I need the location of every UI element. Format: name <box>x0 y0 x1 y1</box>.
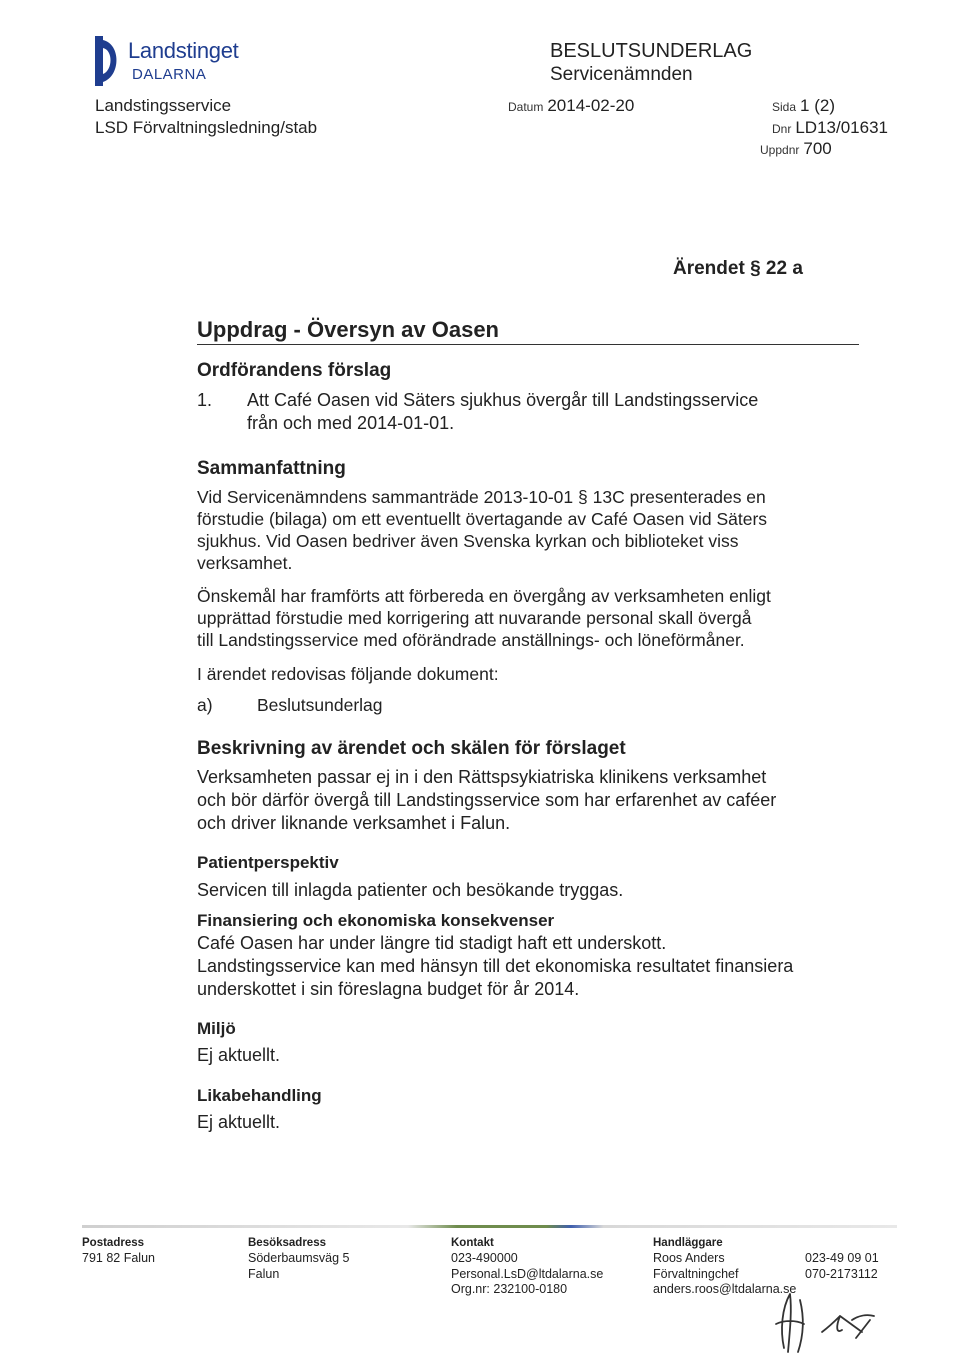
footer-handler-mobile: 070-2173112 <box>805 1267 878 1281</box>
logo-sub: DALARNA <box>132 66 207 83</box>
summary-heading: Sammanfattning <box>197 458 346 479</box>
uppdnr-field <box>760 139 832 159</box>
landstinget-logo-icon <box>95 36 123 86</box>
footer-handler-label: Handläggare <box>653 1237 723 1249</box>
environment-heading: Miljö <box>197 1019 236 1038</box>
date-value: 2014-02-20 <box>547 96 635 115</box>
footer-handler-email: anders.roos@ltdalarna.se <box>653 1282 797 1296</box>
dnr-field <box>772 118 888 138</box>
finance-line: Café Oasen har under längre tid stadigt haft ett underskott. <box>197 933 667 953</box>
equality-text: Ej aktuellt. <box>197 1112 281 1132</box>
footer-visit-address: Söderbaumsväg 5 <box>248 1251 350 1265</box>
description-line: och bör därför övergå till Landstingsservice som har erfarenhet av caféer <box>197 790 777 810</box>
proposal-item-line2: från och med 2014-01-01. <box>247 413 455 433</box>
handwritten-signature-icon <box>770 1290 880 1356</box>
org-unit: Landstingsservice <box>95 96 232 115</box>
proposal-heading: Ordförandens förslag <box>197 360 392 381</box>
proposal-item-line1: Att Café Oasen vid Säters sjukhus övergår till Landstingsservice <box>247 390 759 410</box>
summary-p1-line: verksamhet. <box>197 553 293 573</box>
org-subunit: LSD Förvaltningsledning/stab <box>95 118 318 137</box>
footer-org-number: Org.nr: 232100-0180 <box>451 1282 568 1296</box>
uppdnr-value: 700 <box>803 139 832 158</box>
summary-p2-line: upprättad förstudie med korrigering att nuvarande personal skall övergå <box>197 608 752 628</box>
page-field <box>772 96 835 116</box>
footer-divider <box>82 1225 897 1228</box>
patient-heading: Patientperspektiv <box>197 853 339 872</box>
footer-postal-label: Postadress <box>82 1237 145 1249</box>
footer-postal-address: 791 82 Falun <box>82 1251 155 1265</box>
finance-line: underskottet i sin föreslagna budget för år 2014. <box>197 979 580 999</box>
date-field <box>508 96 634 116</box>
summary-p2-line: Önskemål har framförts att förbereda en övergång av verksamheten enligt <box>197 586 771 606</box>
footer-visit-label: Besöksadress <box>248 1237 326 1249</box>
footer-handler-phone: 023-49 09 01 <box>805 1251 879 1265</box>
footer-handler-title: Förvaltningchef <box>653 1267 739 1281</box>
environment-text: Ej aktuellt. <box>197 1045 281 1065</box>
dnr-label: Dnr <box>772 122 792 136</box>
description-line: och driver liknande verksamhet i Falun. <box>197 813 511 833</box>
page-value: 1 (2) <box>800 96 835 115</box>
page-label: Sida <box>772 100 797 114</box>
title-divider <box>197 344 859 345</box>
description-line: Verksamheten passar ej in i den Rättspsykiatriska klinikens verksamhet <box>197 767 767 787</box>
description-heading: Beskrivning av ärendet och skälen för förslaget <box>197 738 626 759</box>
footer-visit-city: Falun <box>248 1267 280 1281</box>
summary-p3: I ärendet redovisas följande dokument: <box>197 664 499 684</box>
summary-p1-line: Vid Servicenämndens sammanträde 2013-10-01 § 13C presenterades en <box>197 487 766 507</box>
dnr-value: LD13/01631 <box>795 118 888 137</box>
logo-name: Landstinget <box>128 38 239 63</box>
page-title: Uppdrag - Översyn av Oasen <box>197 317 499 342</box>
equality-heading: Likabehandling <box>197 1086 322 1105</box>
summary-p2-line: till Landstingsservice med oförändrade anställnings- och löneförmåner. <box>197 630 745 650</box>
footer-handler-name: Roos Anders <box>653 1251 725 1265</box>
proposal-item-number: 1. <box>197 390 213 410</box>
footer-contact-phone: 023-490000 <box>451 1251 518 1265</box>
footer-contact-email: Personal.LsD@ltdalarna.se <box>451 1267 604 1281</box>
case-number: Ärendet § 22 a <box>673 258 803 279</box>
summary-p1-line: sjukhus. Vid Oasen bedriver även Svenska kyrkan och biblioteket viss <box>197 531 739 551</box>
document-list-marker: a) <box>197 695 213 715</box>
footer-contact-label: Kontakt <box>451 1237 494 1249</box>
committee: Servicenämnden <box>550 64 693 85</box>
document-list-item: Beslutsunderlag <box>257 695 383 715</box>
patient-text: Servicen till inlagda patienter och besökande tryggas. <box>197 880 624 900</box>
summary-p1-line: förstudie (bilaga) om ett eventuellt övertagande av Café Oasen vid Säters <box>197 509 768 529</box>
date-label: Datum <box>508 100 544 114</box>
finance-line: Landstingsservice kan med hänsyn till det ekonomiska resultatet finansiera <box>197 956 794 976</box>
finance-heading: Finansiering och ekonomiska konsekvenser <box>197 911 555 930</box>
doc-type: BESLUTSUNDERLAG <box>550 40 753 62</box>
uppdnr-label: Uppdnr <box>760 143 800 157</box>
